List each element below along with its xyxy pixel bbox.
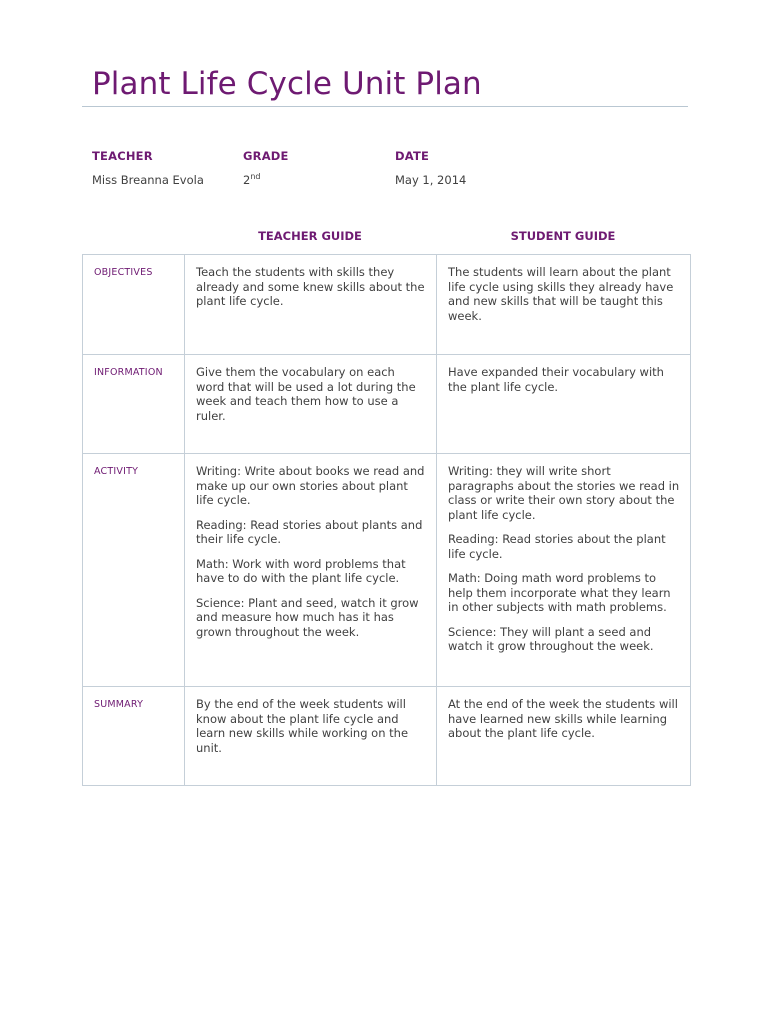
grade-suffix: nd: [250, 172, 261, 182]
row-label-objectives: OBJECTIVES: [83, 255, 185, 355]
row-label-information: INFORMATION: [83, 355, 185, 454]
row-label-activity: ACTIVITY: [83, 454, 185, 687]
teacher-guide-information: [185, 355, 437, 454]
teacher-value: Miss Breanna Evola: [92, 173, 204, 187]
cell-paragraph: By the end of the week students will know about the plant life cycle and learn new skills while working on the unit.: [196, 697, 409, 755]
date-label: DATE: [395, 149, 430, 163]
title-divider: [82, 106, 688, 107]
cell-paragraph: Teach the students with skills they already and some knew skills about the plant life cycle.: [196, 265, 425, 308]
cell-paragraph: Math: Doing math word problems to help them incorporate what they learn in other subjects with math problems.: [448, 571, 671, 614]
page-title: Plant Life Cycle Unit Plan: [92, 66, 482, 102]
date-value: May 1, 2014: [395, 173, 467, 187]
row-label-summary: SUMMARY: [83, 687, 185, 786]
cell-paragraph: Science: They will plant a seed and watch it grow throughout the week.: [448, 624, 654, 653]
cell-paragraph: Writing: Write about books we read and make up our own stories about plant life cycle.: [196, 464, 425, 507]
cell-paragraph: The students will learn about the plant life cycle using skills they already have and new skills that will be taught this week.: [448, 265, 674, 323]
cell-paragraph: Reading: Read stories about plants and their life cycle.: [196, 517, 423, 546]
teacher-label: TEACHER: [92, 149, 153, 163]
teacher-guide-objectives: [185, 255, 437, 355]
cell-paragraph: Writing: they will write short paragraphs about the stories we read in class or write their own story about the plant life cycle.: [448, 464, 680, 522]
cell-paragraph: Science: Plant and seed, watch it grow and measure how much has it has grown throughout the week.: [196, 595, 419, 639]
grade-number: 2: [243, 173, 251, 187]
table-row-summary: [83, 687, 691, 786]
table-row-activity: [83, 454, 691, 687]
cell-paragraph: Give them the vocabulary on each word that will be used a lot during the week and teach them how to use a ruler.: [196, 365, 416, 423]
student-guide-activity: [437, 454, 691, 687]
teacher-guide-summary: [185, 687, 437, 786]
student-guide-objectives: [437, 255, 691, 355]
cell-paragraph: At the end of the week the students will have learned new skills while learning about the plant life cycle.: [448, 697, 678, 740]
student-guide-summary: [437, 687, 691, 786]
cell-paragraph: Have expanded their vocabulary with the plant life cycle.: [448, 365, 664, 394]
table-row-information: [83, 355, 691, 454]
grade-label: GRADE: [243, 149, 289, 163]
grade-value: [243, 173, 260, 187]
unit-plan-table: [82, 254, 691, 786]
student-guide-information: [437, 355, 691, 454]
cell-paragraph: Math: Work with word problems that have to do with the plant life cycle.: [196, 556, 406, 585]
student-guide-header: STUDENT GUIDE: [510, 229, 616, 243]
teacher-guide-header: TEACHER GUIDE: [258, 229, 362, 243]
teacher-guide-activity: [185, 454, 437, 687]
cell-paragraph: Reading: Read stories about the plant life cycle.: [448, 532, 666, 561]
table-row-objectives: [83, 255, 691, 355]
